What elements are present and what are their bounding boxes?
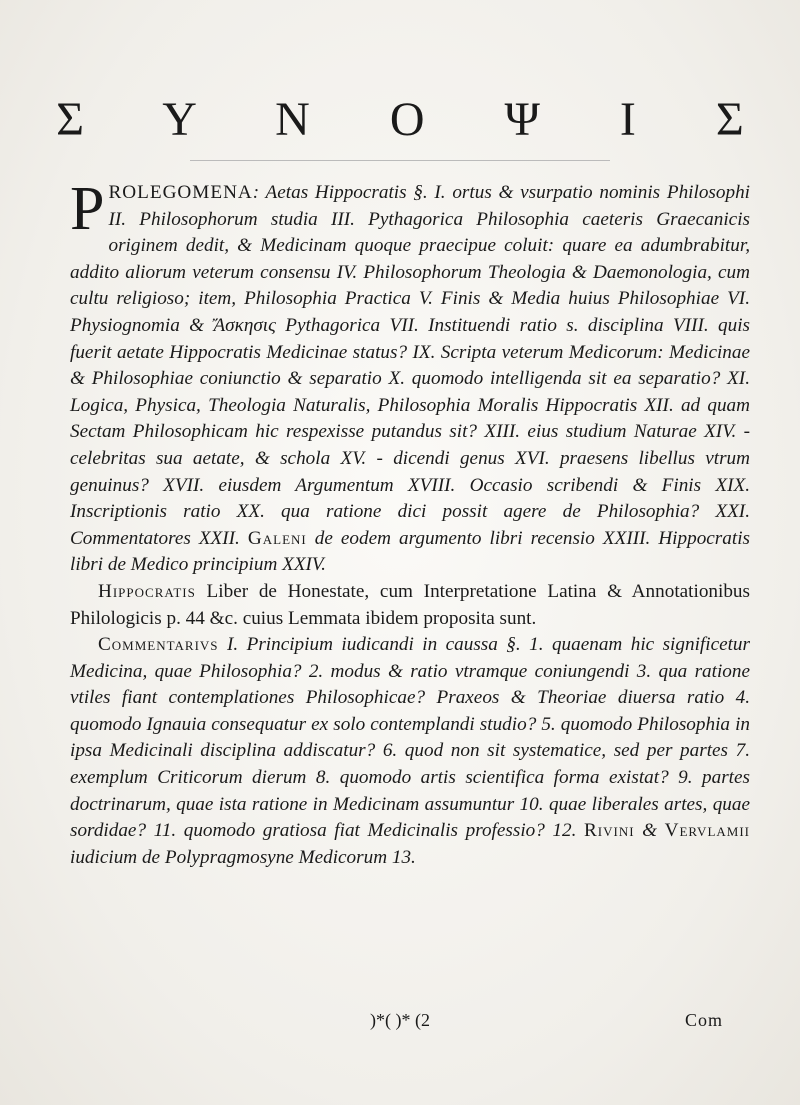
catchword: Com <box>685 1010 724 1030</box>
rivini-name: Rivini <box>583 820 635 842</box>
commentarius-tail: iudicium de Polypragmosyne Medicorum 13. <box>70 846 416 868</box>
prolegomena-text-tail: de eodem argumento libri recensio XXIII. Hippocratis libri de Medico principium XXIV. <box>70 527 750 576</box>
galeni-name: Galeni <box>247 527 307 549</box>
drop-cap: P <box>70 175 105 243</box>
title-rule <box>190 160 610 161</box>
prolegomena-heading: ROLEGOMENA <box>108 182 253 203</box>
prolegomena-text: : Aetas Hippocratis §. I. ortus & vsurpatio nominis Philosophi II. Philosophorum studia III. Pythagorica Philosophia caeteris Graecanicis originem dedit, & Medicinam quoque praecipue coluit: quare ea adumbrabitur, addito aliorum veterum consensu IV. Philosophorum Theologia & Daemonologia, cum cultu religioso; item, Philosophia Practica V. Finis & Media huius Philosophiae VI. Physiognomia & Ἄσκησις Pythagorica VII. Instituendi ratio s. disciplina VIII. quis fuerit aetate Hippocratis Medicinae status? IX. Scripta veterum Medicorum: Medicinae & Philosophiae coniunctio & separatio X. quomodo intelligenda sit ea separatio? XI. Logica, Physica, Theologia Naturalis, Philosophia Moralis Hippocratis XII. ad quam Sectam Philosophicam hic respexisse putandus sit? XIII. eius studium Naturae XIV. - celebritas sua aetate, & schola XV. - dicendi genus XVI. praesens libellus vtrum genuinus? XVII. eiusdem Argumentum XVIII. Occasio scribendi & Finis XIX. Inscriptionis ratio XX. qua ratione dici possit agere de Philosophia? XXI. Commentatores XXII. <box>70 182 750 549</box>
hippocratis-name: Hippocratis <box>98 580 196 602</box>
page-title: Σ Υ Ν Ο Ψ Ι Σ <box>56 93 778 146</box>
ampersand: & <box>634 820 665 842</box>
hippocratis-paragraph <box>70 579 750 632</box>
prolegomena-paragraph <box>70 175 750 579</box>
synopsis-body <box>70 175 750 871</box>
page-footer <box>0 1010 800 1040</box>
hippocratis-text: Liber de Honestate, cum Interpretatione Latina & Annotationibus Philologicis p. 44 &c. cuius Lemmata ibidem proposita sunt. <box>70 580 750 629</box>
commentarius-heading: Commentarivs <box>98 634 219 656</box>
vervlamii-name: Vervlamii <box>664 820 750 842</box>
signature-mark: )*( )* (2 <box>370 1010 430 1030</box>
commentarius-paragraph <box>70 632 750 871</box>
commentarius-text: I. Principium iudicandi in caussa §. 1. quaenam hic significetur Medicina, quae Philosophia? 2. modus & ratio vtramque coniungendi 3. qua ratione vtiles fiant contemplationes Philosophicae? Praxeos & Theoriae diuersa ratio 4. quomodo Ignauia consequatur ex solo contemplandi studio? 5. quomodo Philosophia in ipsa Medicinali disciplina addiscatur? 6. quod non sit systematice, sed per partes 7. exemplum Criticorum dierum 8. quomodo artis scientifica forma existat? 9. partes doctrinarum, quae ista ratione in Medicinam assumuntur 10. quae liberales artes, quae sordidae? 11. quomodo gratiosa fiat Medicinalis professio? 12. <box>70 634 750 842</box>
